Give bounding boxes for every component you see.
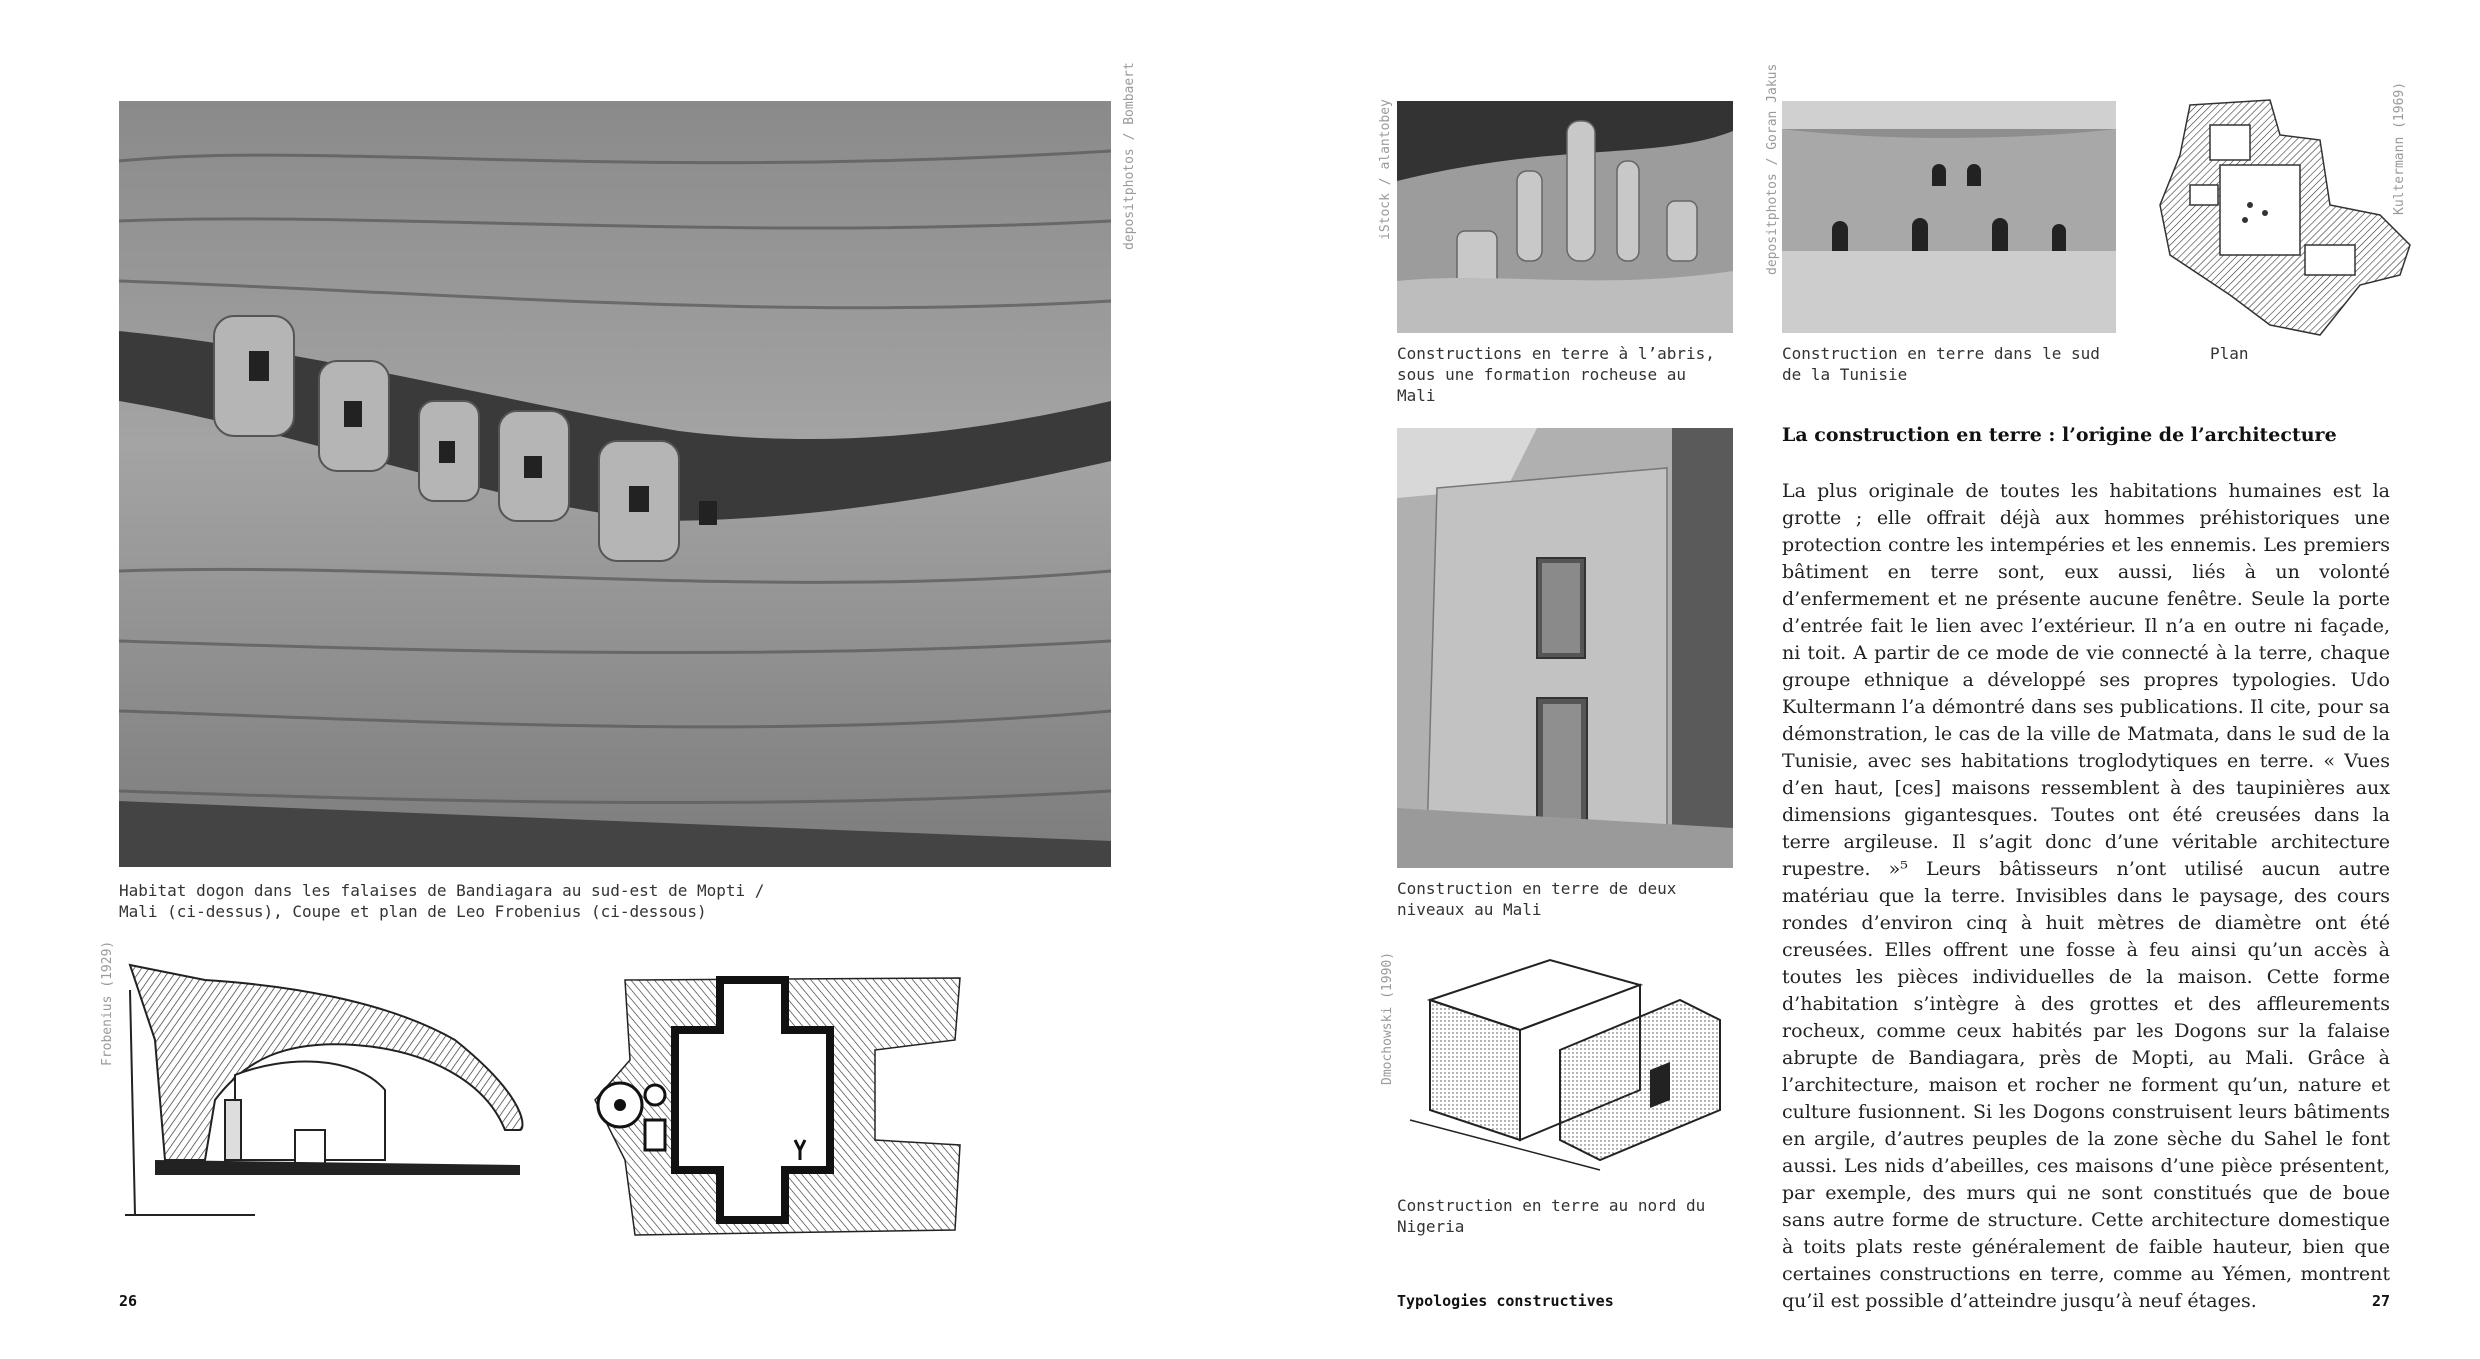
tunisia-courtyard-photo (1782, 101, 2116, 333)
photo3-caption: Construction en terre de deux niveaux au Mali (1397, 879, 1677, 919)
main-photo-credit: depositphotos / Bombaert (1122, 62, 1137, 250)
article-paragraph: La plus originale de toutes les habitations humaines est la grotte ; elle offrait déjà aux hommes préhistoriques une protection contre les intempéries et les ennemis. Les premiers bâtiment en terre sont, eux aussi, liés à un volonté d’enfermement et ne présente aucune fenêtre. Seule la porte d’entrée fait le lien avec l’extérieur. Il n’a en outre ni façade, ni toit. A partir de ce mode de vie connecté à la terre, chaque groupe ethnique a développé ses propres typologies. Udo Kultermann l’a démontré dans ses publications. Il cite, pour sa démonstration, le cas de la ville de Matmata, dans le sud de la Tunisie, avec ses habitations troglodytiques en terre. « Vues d’en haut, [ces] maisons ressemblent à des taupinières aux dimensions gigantesques. Toutes ont été creusées dans la terre argileuse. Il s’agit donc d’une véritable architecture rupestre. »⁵ Leurs bâtisseurs n’ont utilisé aucun autre matériau que la terre. Invisibles dans le paysage, des cours rondes d’environ cinq à huit mètres de diamètre ont été creusées. Elles offrent une fosse à feu ainsi qu’un accès à toutes les pièces individuelles de la maison. Cette forme d’habitation s’intègre à des grottes et des affleurements rocheux, comme ceux habités par les Dogons sur la falaise abrupte de Bandiagara, près de Mopti, au Mali. Grâce à l’architecture, maison et rocher ne forment qu’un, nature et culture fusionnent. Si les Dogons construisent leurs bâtiments en argile, d’autres peuples de la zone sèche du Sahel le font aussi. Les nids d’abeilles, ces maisons d’une pièce présentent, par exemple, des murs qui ne sont constitués que de boue sans autre forme de structure. Cette architecture domestique à toits plats reste généralement de faible hauteur, bien que certaines constructions en terre, comme au Yémen, montrent qu’il est possible d’atteindre jusqu’à neuf étages. (1782, 480, 2390, 1312)
photo1-credit: iStock / alantobey (1378, 99, 1393, 240)
main-photo-caption: Habitat dogon dans les falaises de Bandiagara au sud-est de Mopti / Mali (ci-dessus), Coupe et plan de Leo Frobenius (ci-dessous) (119, 881, 765, 921)
running-footer: Typologies constructives (1397, 1292, 1614, 1310)
nigeria-house-drawing (1400, 940, 1730, 1180)
drawing-caption: Construction en terre au nord du Nigeria (1397, 1196, 1706, 1236)
drawing-credit: Dmochowski (1990) (1380, 951, 1395, 1085)
dogon-cliff-photo (119, 101, 1111, 867)
article-title: La construction en terre : l’origine de l’architecture (1782, 424, 2337, 446)
article-body (1782, 478, 2390, 1315)
cave-section-drawing (125, 960, 535, 1222)
mali-shelter-photo (1397, 101, 1733, 333)
dwelling-plan-drawing (575, 970, 965, 1240)
plan-credit: Kultermann (1969) (2392, 81, 2407, 215)
mali-two-storey-photo (1397, 428, 1733, 868)
photo2-credit: depositphotos / Goran Jakus (1765, 63, 1780, 275)
section-drawing-credit: Frobenius (1929) (100, 940, 115, 1066)
left-page-number: 26 (119, 1292, 138, 1310)
right-page-number: 27 (2372, 1292, 2391, 1310)
photo1-caption: Constructions en terre à l’abris, sous une formation rocheuse au Mali (1397, 344, 1715, 405)
plan-caption: Plan (2210, 344, 2249, 363)
photo2-caption: Construction en terre dans le sud de la Tunisie (1782, 344, 2100, 384)
matmata-plan-drawing (2150, 95, 2430, 345)
